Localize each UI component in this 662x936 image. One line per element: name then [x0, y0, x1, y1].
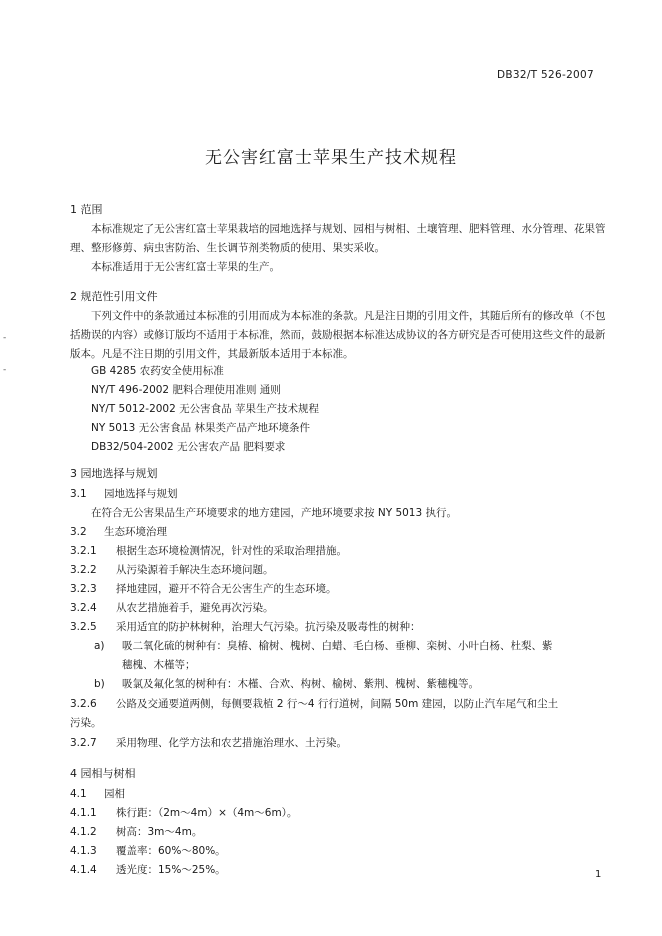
list-label: b): [94, 678, 105, 690]
clause-number: 3.2.7: [70, 737, 97, 749]
clause-number: 4.1: [70, 788, 87, 800]
clause-number: 4.1.3: [70, 845, 97, 857]
document-code: DB32/T 526-2007: [497, 69, 594, 81]
reference-item: DB32/504-2002 无公害农产品 肥料要求: [91, 441, 286, 453]
clause-text: 透光度：15%～25%。: [116, 864, 226, 876]
clause-text: 覆盖率：60%～80%。: [116, 845, 226, 857]
list-item-b: [94, 676, 479, 692]
clause-text: 树高：3m～4m。: [116, 826, 203, 838]
list-text: 吸氯及氟化氢的树种有：木槿、合欢、构树、榆树、紫荆、槐树、紫穗槐等。: [122, 678, 479, 690]
clause-number: 3.2.2: [70, 564, 97, 576]
section-2-heading: 2 规范性引用文件: [70, 290, 158, 303]
clause-number: 3.2: [70, 526, 87, 538]
clause-text: 公路及交通要道两侧，每侧要栽植 2 行～4 行行道树，间隔 50m 建园，以防止汽车尾气和尘土: [116, 698, 559, 710]
clause-text: 从农艺措施着手，避免再次污染。: [116, 602, 274, 614]
section-3-heading: 3 园地选择与规划: [70, 467, 158, 480]
list-item-a-continuation: 穗槐、木槿等；: [122, 659, 196, 671]
clause-text: 从污染源着手解决生态环境问题。: [116, 564, 274, 576]
scan-mark: -: [3, 365, 7, 375]
reference-item: GB 4285 农药安全使用标准: [91, 365, 224, 377]
list-item-a: [94, 638, 553, 654]
clause-number: 3.2.4: [70, 602, 97, 614]
list-text: 吸二氧化硫的树种有：臭椿、榆树、槐树、白蜡、毛白杨、垂柳、栾树、小叶白杨、杜梨、紫: [122, 640, 553, 652]
clause-number: 4.1.2: [70, 826, 97, 838]
clause-3-2-7: [70, 735, 347, 751]
subsection-3-1-text: 在符合无公害果品生产环境要求的地方建园，产地环境要求按 NY 5013 执行。: [91, 507, 458, 519]
reference-item: NY/T 496-2002 肥料合理使用准则 通则: [91, 384, 281, 396]
subsection-3-1-heading: [70, 486, 178, 502]
clause-3-2-1: [70, 543, 347, 559]
clause-title: 园地选择与规划: [104, 488, 178, 500]
clause-3-2-3: [70, 581, 337, 597]
clause-number: 4.1.4: [70, 864, 97, 876]
clause-3-2-2: [70, 562, 274, 578]
subsection-4-1-heading: [70, 786, 125, 802]
section-1-paragraph: 本标准规定了无公害红富士苹果栽培的园地选择与规划、园相与树相、土壤管理、肥料管理、水分管理、花果管理、整形修剪、病虫害防治、生长调节剂类物质的使用、果实采收。: [70, 223, 606, 254]
clause-3-2-4: [70, 600, 274, 616]
clause-4-1-2: [70, 824, 202, 840]
clause-number: 3.2.3: [70, 583, 97, 595]
page-number: 1: [595, 869, 602, 880]
section-2-paragraph: 下列文件中的条款通过本标准的引用而成为本标准的条款。凡是注日期的引用文件，其随后所有的修改单（不包括勘误的内容）或修订版均不适用于本标准，然而，鼓励根据本标准达成协议的各方研究是否可使用这些文件的最新版本。凡是不注日期的引用文件，其最新版本适用于本标准。: [70, 310, 606, 360]
clause-title: 生态环境治理: [104, 526, 167, 538]
section-1-scope-line: 本标准适用于无公害红富士苹果的生产。: [91, 261, 280, 273]
clause-4-1-1: [70, 805, 297, 821]
clause-number: 3.2.1: [70, 545, 97, 557]
clause-3-2-6-continuation: 污染。: [70, 717, 102, 729]
list-label: a): [94, 640, 105, 652]
clause-number: 3.2.6: [70, 698, 97, 710]
section-4-heading: 4 园相与树相: [70, 767, 136, 780]
reference-item: NY/T 5012-2002 无公害食品 苹果生产技术规程: [91, 403, 319, 415]
clause-text: 采用适宜的防护林树种，治理大气污染。抗污染及吸毒性的树种：: [116, 621, 421, 633]
clause-text: 择地建园，避开不符合无公害生产的生态环境。: [116, 583, 337, 595]
clause-number: 4.1.1: [70, 807, 97, 819]
reference-item: NY 5013 无公害食品 林果类产品产地环境条件: [91, 422, 311, 434]
clause-3-2-5: [70, 619, 421, 635]
subsection-3-2-heading: [70, 524, 167, 540]
clause-text: 株行距：（2m～4m）×（4m～6m）。: [116, 807, 298, 819]
clause-title: 园相: [104, 788, 125, 800]
clause-4-1-4: [70, 862, 226, 878]
scan-mark: -: [3, 333, 7, 343]
clause-4-1-3: [70, 843, 226, 859]
document-title: 无公害红富士苹果生产技术规程: [205, 148, 457, 168]
clause-text: 根据生态环境检测情况，针对性的采取治理措施。: [116, 545, 347, 557]
clause-text: 采用物理、化学方法和农艺措施治理水、土污染。: [116, 737, 347, 749]
clause-3-2-6: [70, 696, 558, 712]
clause-number: 3.1: [70, 488, 87, 500]
clause-number: 3.2.5: [70, 621, 97, 633]
section-1-heading: 1 范围: [70, 203, 103, 216]
